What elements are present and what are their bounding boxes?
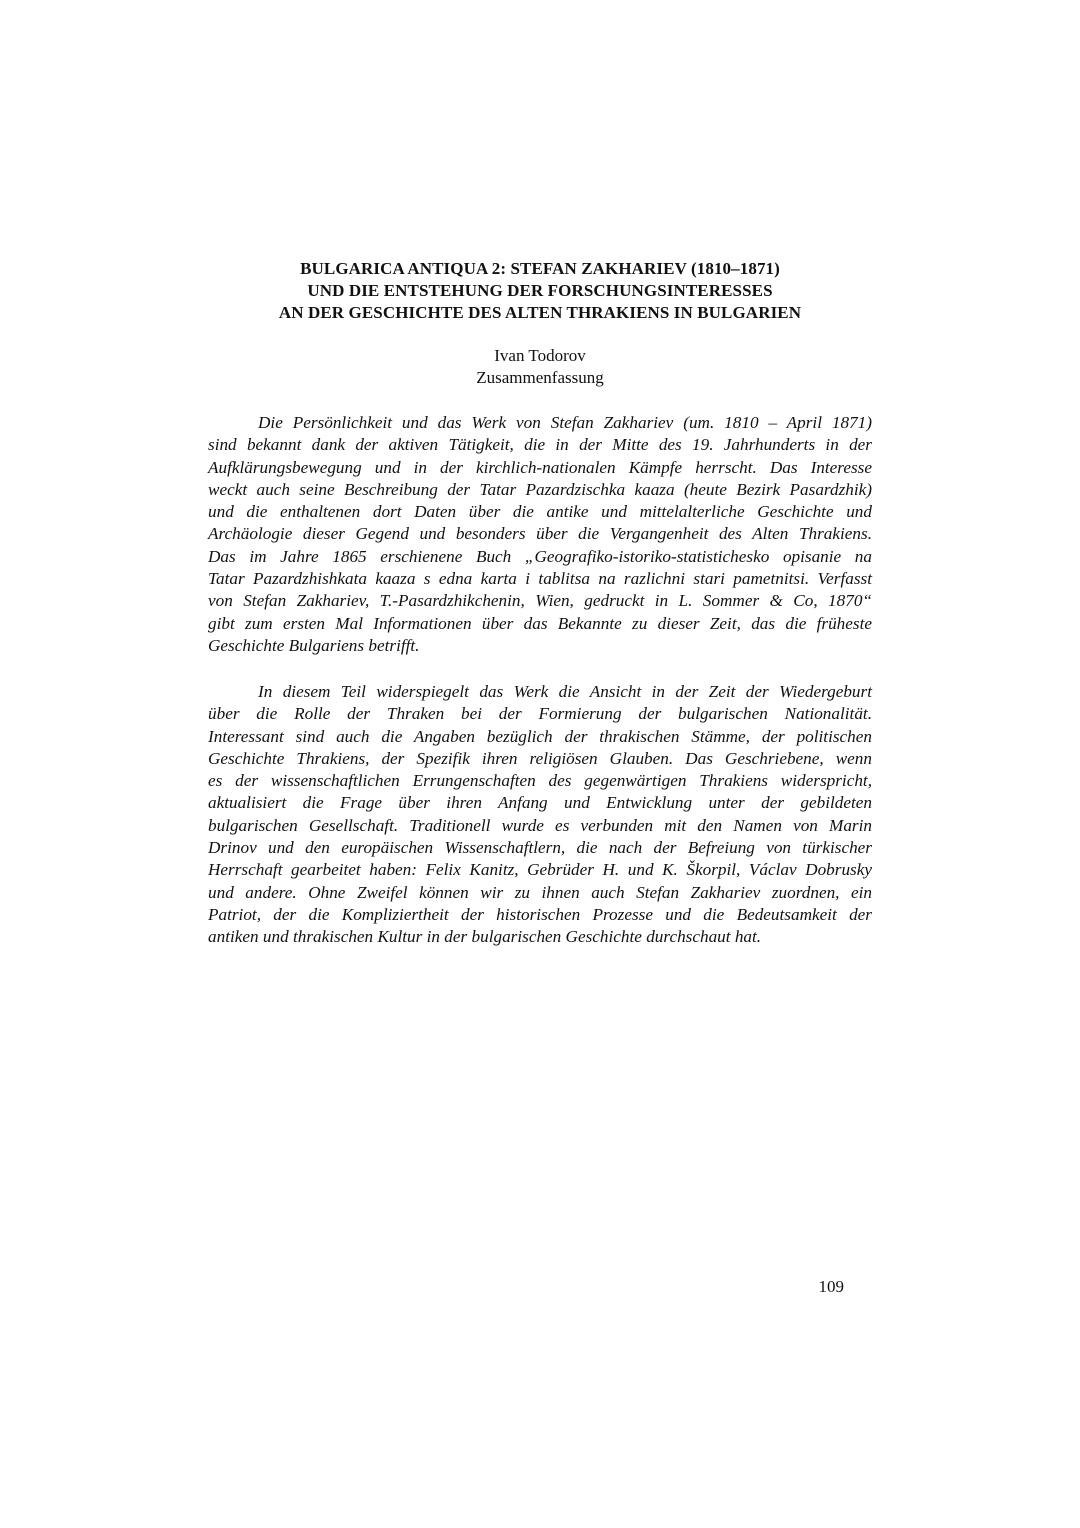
paragraph-line: Interessant sind auch die Angaben bezüglich der thrakischen Stämme, der politischen [208, 726, 872, 746]
paragraph-line: sind bekannt dank der aktiven Tätigkeit, die in der Mitte des 19. Jahrhunderts in der [208, 435, 872, 455]
paragraph-line: Aufklärungsbewegung und in der kirchlich-nationalen Kämpfe herrscht. Das Interesse [208, 457, 872, 477]
paragraph-line: weckt auch seine Beschreibung der Tatar Pazardzischka kaaza (heute Bezirk Pasardzhik) [208, 479, 872, 499]
paragraph-line: und die enthaltenen dort Daten über die antike und mittelalterliche Geschichte und [208, 502, 872, 522]
paragraph-line: Patriot, der die Kompliziertheit der historischen Prozesse und die Bedeutsamkeit der [208, 904, 872, 924]
article-title [200, 258, 880, 324]
section-label: Zusammenfassung [476, 368, 604, 387]
paragraph-line: Herrschaft gearbeitet haben: Felix Kanitz, Gebrüder H. und K. Škorpil, Václav Dobrusky [208, 860, 872, 880]
paragraph-line: es der wissenschaftlichen Errungenschaften des gegenwärtigen Thrakiens widerspricht, [208, 771, 872, 791]
paragraph-1 [208, 412, 872, 657]
author-block [200, 345, 880, 389]
paragraph-line: antiken und thrakischen Kultur in der bulgarischen Geschichte durchschaut hat. [208, 927, 762, 947]
paragraph-line: Drinov und den europäischen Wissenschaftlern, die nach der Befreiung von türkischer [208, 838, 872, 858]
paragraph-line: Geschichte Thrakiens, der Spezifik ihren religiösen Glauben. Das Geschriebene, wenn [208, 748, 872, 768]
paragraph-line: Das im Jahre 1865 erschienene Buch „Geografiko-istoriko-statistichesko opisanie na [208, 546, 872, 566]
paragraph-line: aktualisiert die Frage über ihren Anfang und Entwicklung unter der gebildeten [208, 793, 872, 813]
author-name: Ivan Todorov [494, 346, 586, 365]
paragraph-line: In diesem Teil widerspiegelt das Werk die Ansicht in der Zeit der Wiedergeburt [258, 682, 872, 701]
paragraph-line: über die Rolle der Thraken bei der Formierung der bulgarischen Nationalität. [208, 704, 872, 724]
paragraph-line: gibt zum ersten Mal Informationen über das Bekannte zu dieser Zeit, das die früheste [208, 613, 872, 633]
paragraph-line: Tatar Pazardzhishkata kaaza s edna karta i tablitsa na razlichni stari pametnitsi. Verfasst [208, 569, 872, 589]
title-line: AN DER GESCHICHTE DES ALTEN THRAKIENS IN BULGARIEN [278, 303, 802, 322]
page-number: 109 [818, 1277, 844, 1296]
paragraph-line: Archäologie dieser Gegend und besonders über die Vergangenheit des Alten Thrakiens. [208, 524, 872, 544]
title-line: UND DIE ENTSTEHUNG DER FORSCHUNGSINTERESSES [307, 281, 773, 300]
paragraph-2 [208, 681, 872, 949]
paragraph-line: Die Persönlichkeit und das Werk von Stefan Zakhariev (um. 1810 – April 1871) [258, 413, 872, 432]
title-line: BULGARICA ANTIQUA 2: STEFAN ZAKHARIEV (1810–1871) [300, 259, 780, 278]
paragraph-line: bulgarischen Gesellschaft. Traditionell wurde es verbunden mit den Namen von Marin [208, 815, 872, 835]
paragraph-line: von Stefan Zakhariev, T.-Pasardzhikchenin, Wien, gedruckt in L. Sommer & Co, 1870“ [208, 591, 872, 611]
paragraph-line: und andere. Ohne Zweifel können wir zu ihnen auch Stefan Zakhariev zuordnen, ein [208, 882, 872, 902]
paragraph-line: Geschichte Bulgariens betrifft. [208, 635, 420, 655]
